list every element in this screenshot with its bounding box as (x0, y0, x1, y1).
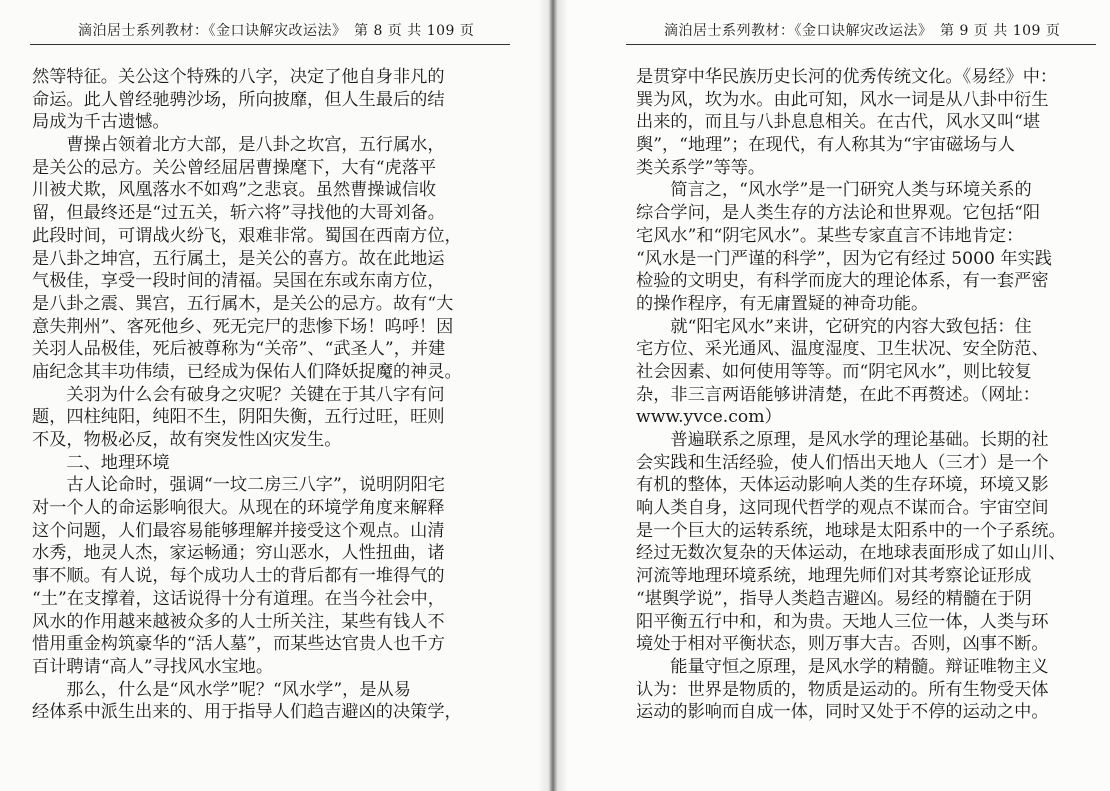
text-line: 命运。此人曾经驰骋沙场，所向披靡，但人生最后的结 (32, 89, 445, 110)
text-line: 有机的整体，天体运动影响人类的生存环境，环境又影 (636, 475, 1049, 496)
text-line: 检验的文明史，有科学而庞大的理论体系，有一套严密 (636, 271, 1049, 292)
text-line: 川被犬欺，风凰落水不如鸡”之悲哀。虽然曹操诚信收 (32, 180, 437, 201)
text-line: 留，但最终还是“过五关，斩六将”寻找他的大哥刘备。 (32, 203, 445, 224)
text-line: 巽为风，坎为水。由此可知，风水一词是从八卦中衍生 (636, 89, 1049, 110)
text-line: 类关系学”等等。 (636, 157, 766, 178)
text-line: 是一个巨大的运转系统，地球是太阳系中的一个子系统。 (636, 520, 1066, 541)
text-line: 响人类自身，这同现代哲学的观点不谋而合。宇宙空间 (636, 498, 1049, 519)
book-spine-shadow (538, 0, 568, 791)
header-rule (626, 44, 1096, 45)
text-line: 河流等地理环境系统，地理先师们对其考察论证形成 (636, 566, 1032, 587)
text-line: 这个问题，人们最容易能够理解并接受这个观点。山清 (32, 520, 445, 541)
text-line: 二、地理环境 (32, 452, 170, 473)
text-line: 舆”，“地理”；在现代，有人称其为“宇宙磁场与人 (636, 135, 1015, 156)
text-line: 运动的影响而自成一体，同时又处于不停的运动之中。 (636, 702, 1049, 723)
text-line: 题，四柱纯阳，纯阳不生，阴阳失衡，五行过旺，旺则 (32, 407, 445, 428)
text-line: 然等特征。关公这个特殊的八字，决定了他自身非凡的 (32, 67, 445, 87)
text-line: www.yvce.com） (636, 407, 782, 428)
header-rule (30, 44, 510, 45)
text-line: 出来的，而且与八卦息息相关。在古代，风水又叫“堪 (636, 112, 1041, 133)
text-line: 普遍联系之原理，是风水学的理论基础。长期的社 (636, 430, 1049, 450)
text-line: 意失荆州”、客死他乡、死无完尸的悲惨下场！呜呼！因 (32, 316, 454, 337)
text-line: 古人论命时，强调“一坟二房三八字”，说明阴阳宅 (32, 475, 445, 496)
text-line: 水秀，地灵人杰，家运畅通；穷山恶水，人性扭曲，诸 (32, 543, 445, 564)
text-line: 那么，什么是“风水学”呢？“风水学”，是从易 (32, 679, 411, 700)
text-line: 简言之，“风水学”是一门研究人类与环境关系的 (636, 180, 1032, 201)
text-line: 关羽人品极佳，死后被尊称为“关帝”、“武圣人”，并建 (32, 339, 446, 360)
text-line: 曹操占领着北方大部，是八卦之坎宫，五行属水， (32, 135, 445, 156)
text-line: 气极佳，享受一段时间的清福。吴国在东或东南方位， (32, 271, 445, 292)
page-header: 滴泊居士系列教材：《金口诀解灾改运法》 第 9 页 共 109 页 (664, 23, 1061, 39)
text-line: 杂，非三言两语能够讲清楚，在此不再赘述。（网址： (636, 384, 1040, 405)
text-line: 是八卦之震、巽宫，五行属木，是关公的忌方。故有“大 (32, 293, 454, 314)
body-text (636, 66, 1096, 724)
text-line: “堪舆学说”，指导人类趋吉避凶。易经的精髓在于阴 (636, 588, 1032, 609)
text-line: “风水是一门严谨的科学”，因为它有经过 5000 年实践 (636, 248, 1052, 269)
page-header: 滴泊居士系列教材：《金口诀解灾改运法》 第 8 页 共 109 页 (78, 23, 475, 39)
text-line: 能量守恒之原理，是风水学的精髓。辩证唯物主义 (636, 656, 1049, 677)
text-line: 社会因素、如何使用等等。而“阴宅风水”，则比较复 (636, 361, 1032, 382)
text-line: 局成为千古遗憾。 (32, 112, 170, 133)
text-line: 关羽为什么会有破身之灾呢？关键在于其八字有问 (32, 384, 445, 405)
text-line: 惜用重金构筑豪华的“活人墓”，而某些达官贵人也千方 (32, 634, 445, 655)
text-line: 是关公的忌方。关公曾经屈居曹操麾下，大有“虎落平 (32, 157, 437, 178)
text-line: 经体系中派生出来的、用于指导人们趋吉避凶的决策学， (32, 702, 462, 723)
text-line: 综合学问，是人类生存的方法论和世界观。它包括“阳 (636, 203, 1041, 224)
text-line: 的操作程序，有无庸置疑的神奇功能。 (636, 293, 929, 314)
text-line: 宅风水”和“阴宅风水”。某些专家直言不讳地肯定： (636, 225, 1024, 246)
text-line: 对一个人的命运影响很大。从现在的环境学角度来解释 (32, 498, 445, 519)
left-page (0, 0, 552, 791)
text-line: 经过无数次复杂的天体运动，在地球表面形成了如山川、 (636, 543, 1066, 564)
text-line: 认为：世界是物质的，物质是运动的。所有生物受天体 (636, 679, 1049, 700)
text-line: 是贯穿中华民族历史长河的优秀传统文化。《易经》中： (636, 67, 1058, 87)
text-line: 事不顺。有人说，每个成功人士的背后都有一堆得气的 (32, 566, 445, 587)
text-line: 不及，物极必反，故有突发性凶灾发生。 (32, 430, 342, 450)
text-line: 百计聘请“高人”寻找风水宝地。 (32, 656, 274, 677)
text-line: “土”在支撑着，这话说得十分有道理。在当今社会中， (32, 588, 445, 609)
text-line: 是八卦之坤宫，五行属土，是关公的喜方。故在此地运 (32, 248, 445, 269)
text-line: 阳平衡五行中和，和为贵。天地人三位一体，人类与环 (636, 611, 1049, 632)
text-line: 会实践和生活经验，使人们悟出天地人（三才）是一个 (636, 452, 1049, 473)
text-line: 风水的作用越来越被众多的人士所关注，某些有钱人不 (32, 611, 445, 632)
body-text (32, 66, 502, 724)
text-line: 境处于相对平衡状态，则万事大吉。否则，凶事不断。 (636, 634, 1049, 655)
right-page (556, 0, 1110, 791)
text-line: 庙纪念其丰功伟绩，已经成为保佑人们降妖捉魔的神灵。 (32, 361, 462, 382)
text-line: 宅方位、采光通风、温度湿度、卫生状况、安全防范、 (636, 339, 1049, 360)
text-line: 此段时间，可谓战火纷飞，艰难非常。蜀国在西南方位， (32, 225, 462, 246)
text-line: 就“阳宅风水”来讲，它研究的内容大致包括：住 (636, 316, 1032, 337)
